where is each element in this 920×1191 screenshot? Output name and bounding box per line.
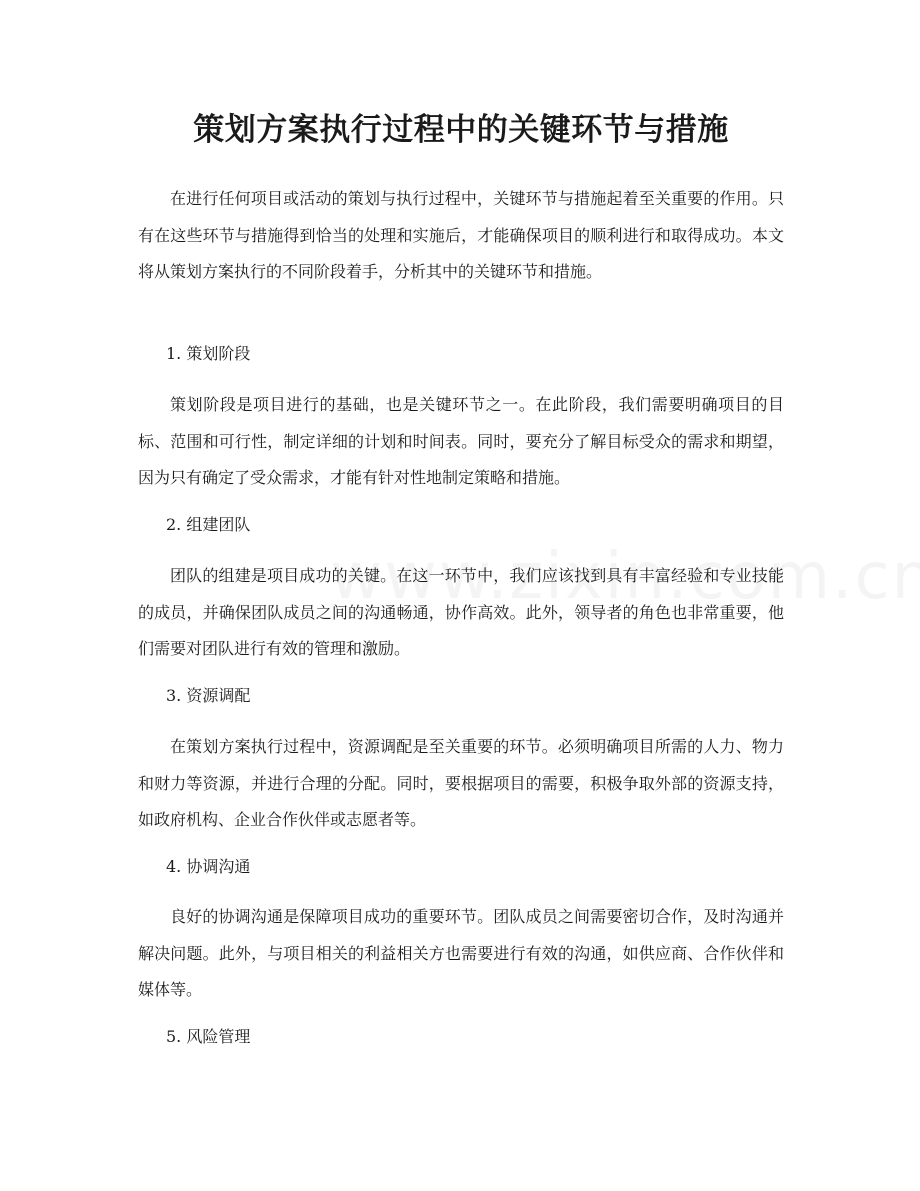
section-heading-communication: 4. 协调沟通 [166, 857, 251, 876]
section-heading-resources: 3. 资源调配 [166, 686, 251, 705]
section-heading-planning: 1. 策划阶段 [166, 344, 251, 363]
section-body-planning: 策划阶段是项目进行的基础，也是关键环节之一。在此阶段，我们需要明确项目的目标、范围和可行性，制定详细的计划和时间表。同时，要充分了解目标受众的需求和期望，因为只有确定了受众需求，才能有针对性地制定策略和措施。 [138, 395, 784, 487]
intro-paragraph: 在进行任何项目或活动的策划与执行过程中，关键环节与措施起着至关重要的作用。只有在这些环节与措施得到恰当的处理和实施后，才能确保项目的顺利进行和取得成功。本文将从策划方案执行的不同阶段着手，分析其中的关键环节和措施。 [138, 189, 784, 281]
section-body-team: 团队的组建是项目成功的关键。在这一环节中，我们应该找到具有丰富经验和专业技能的成员，并确保团队成员之间的沟通畅通，协作高效。此外，领导者的角色也非常重要，他们需要对团队进行有效的管理和激励。 [138, 566, 784, 658]
section-body-communication: 良好的协调沟通是保障项目成功的重要环节。团队成员之间需要密切合作，及时沟通并解决问题。此外，与项目相关的利益相关方也需要进行有效的沟通，如供应商、合作伙伴和媒体等。 [138, 907, 784, 999]
section-body-resources: 在策划方案执行过程中，资源调配是至关重要的环节。必须明确项目所需的人力、物力和财力等资源，并进行合理的分配。同时，要根据项目的需要，积极争取外部的资源支持，如政府机构、企业合作伙伴或志愿者等。 [138, 737, 784, 829]
section-heading-risk: 5. 风险管理 [166, 1027, 251, 1046]
section-heading-team: 2. 组建团队 [166, 515, 251, 534]
document-title: 策划方案执行过程中的关键环节与措施 [193, 112, 729, 148]
